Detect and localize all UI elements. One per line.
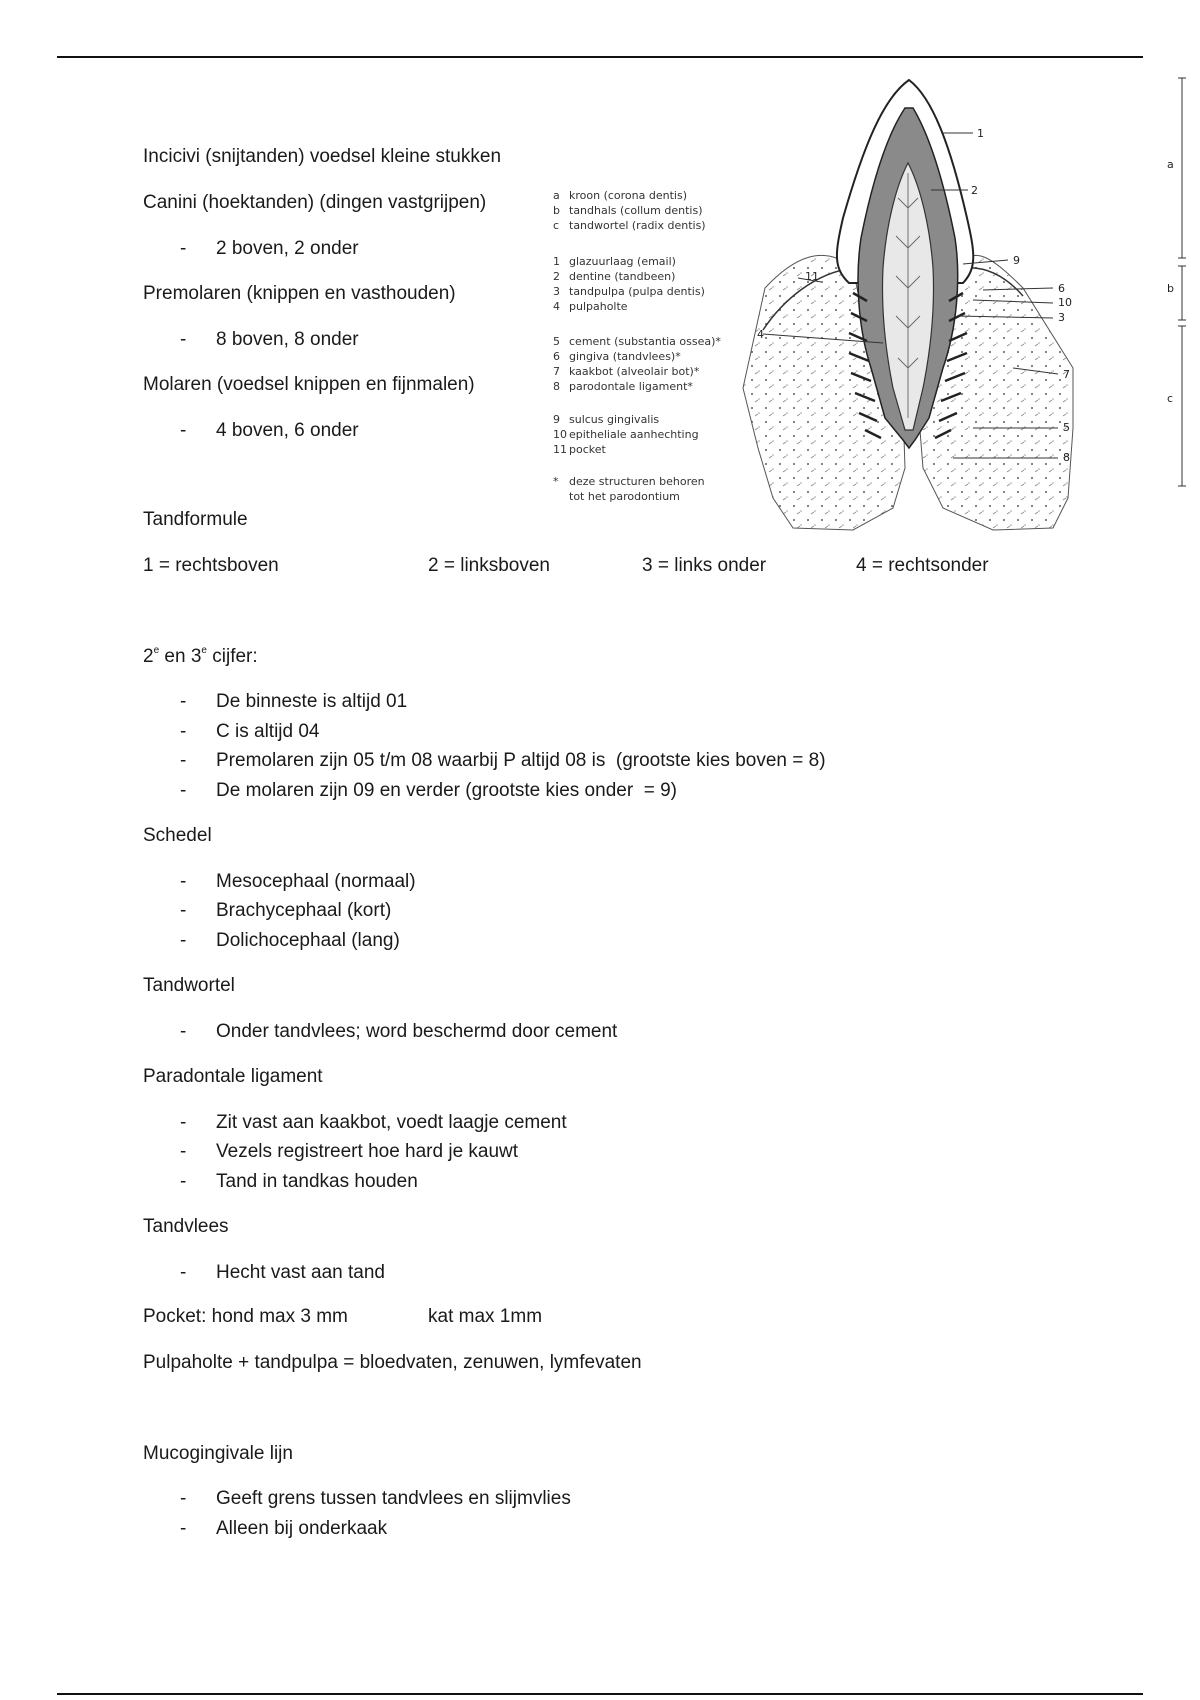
legend-key: 1 xyxy=(553,255,560,268)
pulpa-line: Pulpaholte + tandpulpa = bloedvaten, zenuwen, lymfevaten xyxy=(143,1352,642,1373)
incisivi-line: Incicivi (snijtanden) voedsel kleine stukken xyxy=(143,146,502,167)
legend-key: 10 xyxy=(553,428,567,441)
region-label: b xyxy=(1167,282,1174,295)
legend-text: gingiva (tandvlees)* xyxy=(569,350,681,363)
bullet-dash: - xyxy=(180,780,187,801)
bullet-dash: - xyxy=(180,1518,187,1539)
canini-detail: 2 boven, 2 onder xyxy=(216,238,359,259)
ligament-item: Zit vast aan kaakbot, voedt laagje cement xyxy=(216,1112,567,1133)
legend-text: tandpulpa (pulpa dentis) xyxy=(569,285,705,298)
legend-text: pocket xyxy=(569,443,606,456)
ligament-heading: Paradontale ligament xyxy=(143,1066,323,1087)
legend-text: glazuurlaag (email) xyxy=(569,255,676,268)
region-label: a xyxy=(1167,158,1174,171)
cijfer-item: Premolaren zijn 05 t/m 08 waarbij P altijd 08 is (grootste kies boven = 8) xyxy=(216,750,826,771)
molaren-detail: 4 boven, 6 onder xyxy=(216,420,359,441)
tandformule-q4: 4 = rechtsonder xyxy=(856,555,989,576)
legend-text: pulpaholte xyxy=(569,300,628,313)
ligament-item: Tand in tandkas houden xyxy=(216,1171,418,1192)
mucogingivaal-item: Geeft grens tussen tandvlees en slijmvlies xyxy=(216,1488,571,1509)
callout-label: 3 xyxy=(1058,311,1065,324)
legend-text: dentine (tandbeen) xyxy=(569,270,676,283)
ligament-item: Vezels registreert hoe hard je kauwt xyxy=(216,1141,519,1162)
legend-key: 7 xyxy=(553,365,560,378)
callout-label: 9 xyxy=(1013,254,1020,267)
schedel-item: Mesocephaal (normaal) xyxy=(216,871,416,892)
legend-key: 4 xyxy=(553,300,560,313)
tandvlees-item: Hecht vast aan tand xyxy=(216,1262,385,1283)
premolaren-line: Premolaren (knippen en vasthouden) xyxy=(143,283,456,304)
bullet-dash: - xyxy=(180,1021,187,1042)
schedel-item: Brachycephaal (kort) xyxy=(216,900,392,921)
callout-label: 11 xyxy=(805,270,819,283)
legend-text: epitheliale aanhechting xyxy=(569,428,699,441)
legend-text: tandwortel (radix dentis) xyxy=(569,219,706,232)
tooth-anatomy-figure xyxy=(553,68,1193,538)
legend-text: cement (substantia ossea)* xyxy=(569,335,721,348)
pocket-hond: Pocket: hond max 3 mm xyxy=(143,1306,348,1327)
callout-label: 7 xyxy=(1063,368,1070,381)
molaren-line: Molaren (voedsel knippen en fijnmalen) xyxy=(143,374,475,395)
legend-text: parodontale ligament* xyxy=(569,380,693,393)
bottom-rule xyxy=(57,1693,1143,1695)
bullet-dash: - xyxy=(180,930,187,951)
tandformule-heading: Tandformule xyxy=(143,509,248,530)
legend-text: tandhals (collum dentis) xyxy=(569,204,703,217)
legend-text: deze structuren behoren xyxy=(569,475,705,488)
callout-label: 5 xyxy=(1063,421,1070,434)
bullet-dash: - xyxy=(180,750,187,771)
bullet-dash: - xyxy=(180,691,187,712)
tandwortel-heading: Tandwortel xyxy=(143,975,235,996)
bullet-dash: - xyxy=(180,329,187,350)
callout-label: 1 xyxy=(977,127,984,140)
callout-label: 2 xyxy=(971,184,978,197)
tandformule-q3: 3 = links onder xyxy=(642,555,767,576)
legend-key: * xyxy=(553,475,559,488)
bullet-dash: - xyxy=(180,1112,187,1133)
legend-key: 9 xyxy=(553,413,560,426)
cijfer-item: C is altijd 04 xyxy=(216,721,320,742)
legend-key: c xyxy=(553,219,560,232)
cijfer-item: De molaren zijn 09 en verder (grootste kies onder = 9) xyxy=(216,780,677,801)
legend-key: 11 xyxy=(553,443,567,456)
bullet-dash: - xyxy=(180,1262,187,1283)
schedel-heading: Schedel xyxy=(143,825,212,846)
tooth-cross-section-diagram xyxy=(553,68,1193,538)
canini-line: Canini (hoektanden) (dingen vastgrijpen) xyxy=(143,192,487,213)
bullet-dash: - xyxy=(180,871,187,892)
schedel-item: Dolichocephaal (lang) xyxy=(216,930,400,951)
callout-label: 10 xyxy=(1058,296,1072,309)
legend-key: 3 xyxy=(553,285,560,298)
legend-text: kroon (corona dentis) xyxy=(569,189,687,202)
legend-text: sulcus gingivalis xyxy=(569,413,660,426)
callout-label: 6 xyxy=(1058,282,1065,295)
bullet-dash: - xyxy=(180,900,187,921)
cijfer-heading: 2e en 3e cijfer: xyxy=(143,644,258,667)
tandwortel-item: Onder tandvlees; word beschermd door cement xyxy=(216,1021,618,1042)
bullet-dash: - xyxy=(180,1141,187,1162)
top-rule xyxy=(57,56,1143,58)
legend-key: 2 xyxy=(553,270,560,283)
callout-label: 4 xyxy=(757,328,764,341)
bullet-dash: - xyxy=(180,420,187,441)
tandvlees-heading: Tandvlees xyxy=(143,1216,229,1237)
region-label: c xyxy=(1167,392,1174,405)
bullet-dash: - xyxy=(180,721,187,742)
tandformule-q2: 2 = linksboven xyxy=(428,555,550,576)
pocket-kat: kat max 1mm xyxy=(428,1306,543,1327)
callout-label: 8 xyxy=(1063,451,1070,464)
legend-key: 8 xyxy=(553,380,560,393)
bullet-dash: - xyxy=(180,1171,187,1192)
bullet-dash: - xyxy=(180,238,187,259)
legend-key: a xyxy=(553,189,560,202)
legend-key: 6 xyxy=(553,350,560,363)
bullet-dash: - xyxy=(180,1488,187,1509)
mucogingivaal-item: Alleen bij onderkaak xyxy=(216,1518,388,1539)
mucogingivaal-heading: Mucogingivale lijn xyxy=(143,1443,293,1464)
cijfer-item: De binneste is altijd 01 xyxy=(216,691,408,712)
legend-text: tot het parodontium xyxy=(569,490,680,503)
legend-key: b xyxy=(553,204,560,217)
premolaren-detail: 8 boven, 8 onder xyxy=(216,329,359,350)
legend-key: 5 xyxy=(553,335,560,348)
legend-text: kaakbot (alveolair bot)* xyxy=(569,365,700,378)
tandformule-q1: 1 = rechtsboven xyxy=(143,555,279,576)
